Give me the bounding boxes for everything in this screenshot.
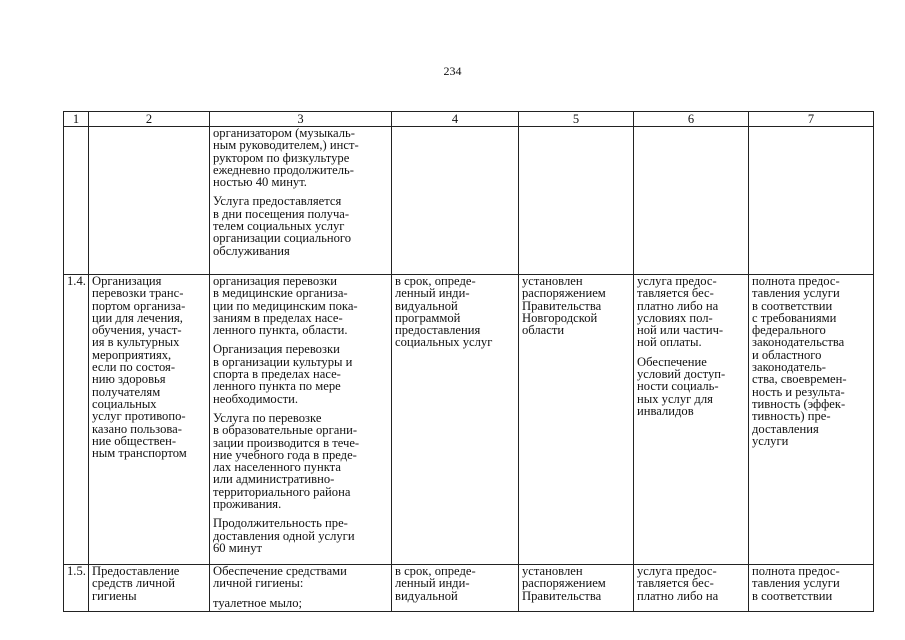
service-quality-cell [749,565,874,612]
cell-paragraph: услуга предос- тавляется бес- платно либо на условиях пол- ной или частич- ной оплаты. [637,274,724,350]
cell-paragraph: Обеспечение условий доступ- ности социаль- ных услуг для инвалидов [637,354,726,418]
page-number: 234 [443,64,462,78]
service-conditions-cell [634,127,749,275]
service-term-cell [392,565,519,612]
cell-paragraph: услуга предос- тавляется бес- платно либо на [637,564,719,603]
cell-paragraph: туалетное мыло; [213,595,302,610]
service-conditions-cell [634,565,749,612]
column-number: 5 [519,112,634,127]
cell-paragraph: организация перевозки в медицинские организа- ции по медицинским пока- заниям в пределах насе- ленного пункта, области. [213,274,358,338]
column-number: 7 [749,112,874,127]
cell-paragraph: установлен распоряжением Правительства Новгородской области [522,274,606,338]
cell-paragraph: организатором (музыкаль- ным руководителем,) инст- руктором по физкультуре ежедневно продолжитель- ностью 40 минут. [213,126,359,190]
cell-paragraph: в срок, опреде- ленный инди- видуальной программой предоставления социальных услуг [395,274,493,350]
service-cost-cell [519,127,634,275]
table-row [64,275,874,565]
services-table [63,111,874,612]
column-number: 3 [210,112,392,127]
service-cost-cell [519,275,634,565]
table-row [64,565,874,612]
cell-paragraph: Организация перевозки в организации культуры и спорта в пределах насе- ленного пункта по мере необходимости. [213,342,353,406]
cell-paragraph: установлен распоряжением Правительства [522,564,606,603]
service-term-cell [392,127,519,275]
row-number-cell [64,127,89,275]
row-number-cell: 1.5. [64,565,89,612]
service-name-cell [89,275,210,565]
service-content-cell [210,127,392,275]
column-number: 1 [64,112,89,127]
column-number-row [64,112,874,127]
table-row [64,127,874,275]
cell-paragraph: Предоставление средств личной гигиены [92,564,180,603]
cell-paragraph: Услуга по перевозке в образовательные органи- зации производится в тече- ние учебного года в преде- лах населенного пункта или административно- территориального района проживания. [213,410,360,512]
service-cost-cell [519,565,634,612]
service-conditions-cell [634,275,749,565]
service-content-cell [210,565,392,612]
column-number: 2 [89,112,210,127]
column-number: 6 [634,112,749,127]
cell-paragraph: полнота предос- тавления услуги в соответствии с требованиями федерального законодательства и областного законодатель- ства, своевремен- ность и результа- тивность (эффек- тивность) пре- доставления услуги [752,274,847,448]
cell-paragraph: Продолжительность пре- доставления одной услуги 60 минут [213,516,355,555]
service-term-cell [392,275,519,565]
cell-paragraph: в срок, опреде- ленный инди- видуальной [395,564,476,603]
row-number-cell: 1.4. [64,275,89,565]
service-quality-cell [749,275,874,565]
service-name-cell [89,127,210,275]
cell-paragraph: полнота предос- тавления услуги в соответствии [752,564,840,603]
cell-paragraph: Услуга предоставляется в дни посещения получа- телем социальных услуг организации социального обслуживания [213,194,352,258]
service-quality-cell [749,127,874,275]
service-content-cell [210,275,392,565]
column-number: 4 [392,112,519,127]
cell-paragraph: Обеспечение средствами личной гигиены: [213,564,347,591]
service-name-cell [89,565,210,612]
cell-paragraph: Организация перевозки транс- портом организа- ции для лечения, обучения, участ- ия в культурных мероприятиях, если по состоя- нию здоровья получателям социальных услуг противопо- казано пользова- ние обществен- ным транспортом [92,274,187,461]
